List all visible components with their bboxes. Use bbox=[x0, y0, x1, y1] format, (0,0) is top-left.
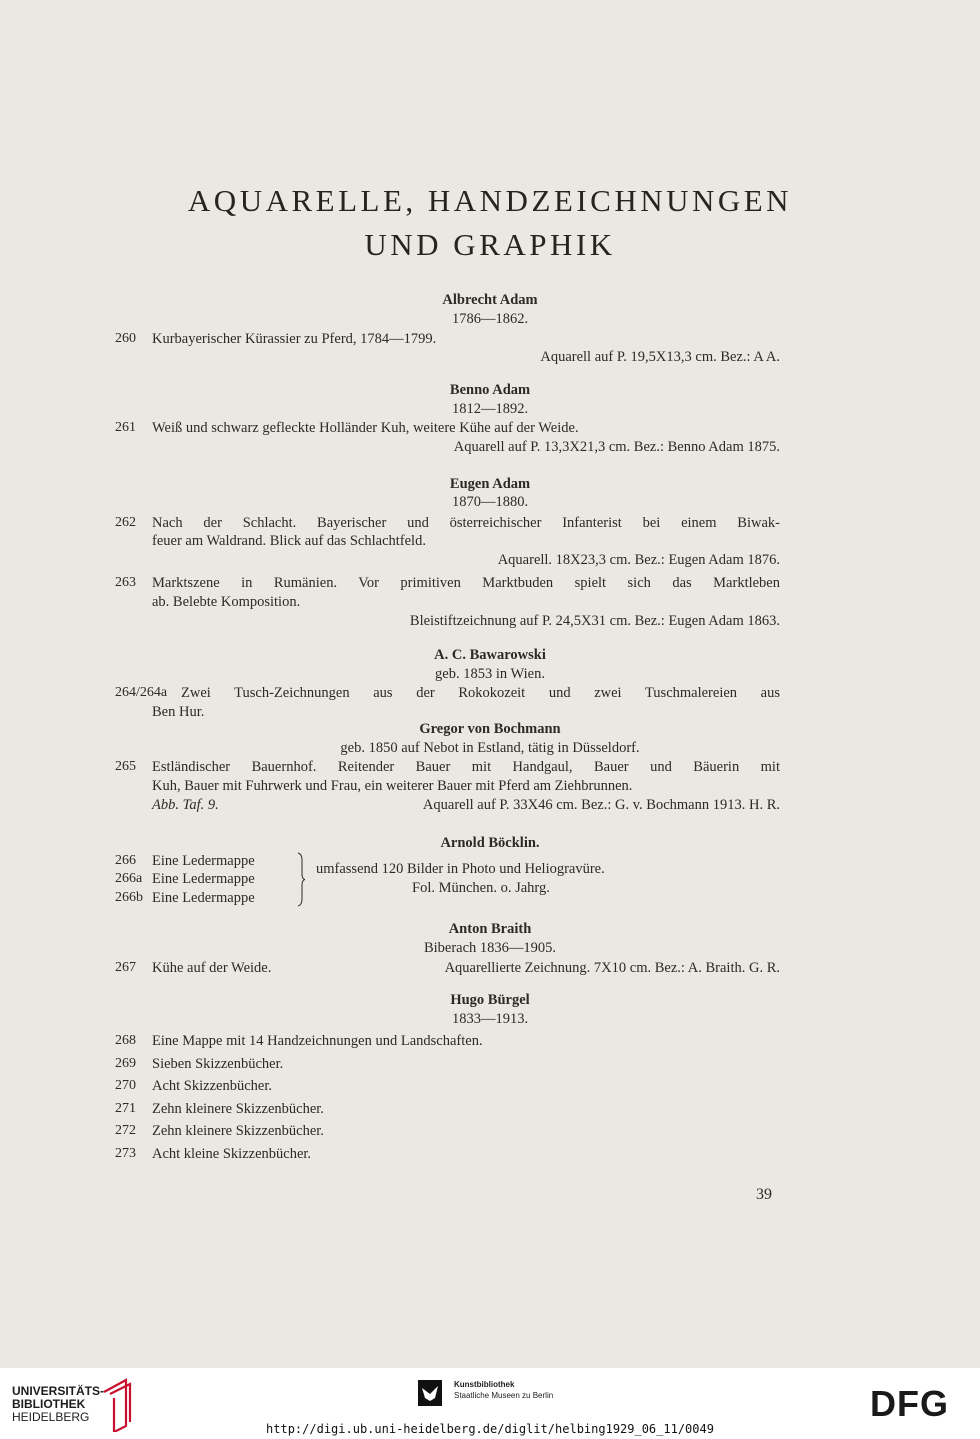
lot-number: 264/264a bbox=[115, 685, 168, 700]
lot-detail: Aquarell auf P. 19,5X13,3 cm. Bez.: A A. bbox=[540, 349, 780, 365]
artist-dates: geb. 1850 auf Nebot in Estland, tätig in Düsseldorf. bbox=[340, 740, 640, 756]
lot-detail: Aquarell auf P. 33X46 cm. Bez.: G. v. Bochmann 1913. H. R. bbox=[422, 797, 780, 813]
lot-number: 266 bbox=[115, 853, 136, 868]
artist-name: Anton Braith bbox=[448, 921, 532, 937]
lot-description: Acht kleine Skizzenbücher. bbox=[152, 1146, 312, 1162]
section-heading-line2: UND GRAPHIK bbox=[364, 227, 616, 262]
lot-description: Sieben Skizzenbücher. bbox=[152, 1056, 284, 1072]
group-description: umfassend 120 Bilder in Photo und Heliogravüre. bbox=[316, 861, 605, 877]
artist-name: Gregor von Bochmann bbox=[419, 721, 561, 737]
lot-description: Nach der Schlacht. Bayerischer und österreichischer Infanterist bei einem Biwak- bbox=[152, 515, 780, 531]
lot-detail: Bleistiftzeichnung auf P. 24,5X31 cm. Bez.: Eugen Adam 1863. bbox=[409, 613, 780, 629]
page-number: 39 bbox=[756, 1186, 772, 1203]
kunstbibliothek-subtitle: Staatliche Museen zu Berlin bbox=[454, 1391, 554, 1400]
lot-number: 265 bbox=[115, 759, 136, 774]
lot-number: 261 bbox=[115, 420, 136, 435]
lot-description: Acht Skizzenbücher. bbox=[152, 1078, 272, 1094]
artist-name: Albrecht Adam bbox=[442, 292, 538, 308]
artist-dates: 1870—1880. bbox=[451, 494, 529, 510]
lot-number: 263 bbox=[115, 575, 136, 590]
lot-description: Kurbayerischer Kürassier zu Pferd, 1784—1799. bbox=[152, 331, 437, 347]
lot-detail: Aquarellierte Zeichnung. 7X10 cm. Bez.: A. Braith. G. R. bbox=[444, 960, 780, 976]
lot-description-cont: Ben Hur. bbox=[152, 704, 205, 720]
lot-description: Zehn kleinere Skizzenbücher. bbox=[152, 1101, 324, 1117]
artist-dates: 1833—1913. bbox=[451, 1011, 529, 1027]
lot-number: 260 bbox=[115, 331, 136, 346]
lot-number: 262 bbox=[115, 515, 136, 530]
lot-number: 266a bbox=[115, 871, 143, 886]
artist-name: Benno Adam bbox=[449, 382, 531, 398]
artist-name: A. C. Bawarowski bbox=[434, 647, 546, 663]
lot-description-cont: ab. Belebte Komposition. bbox=[152, 594, 301, 610]
lot-description: Estländischer Bauernhof. Reitender Bauer mit Handgaul, Bauer und Bäuerin mit bbox=[152, 759, 780, 775]
artist-name: Hugo Bürgel bbox=[450, 992, 530, 1008]
lot-number: 269 bbox=[115, 1056, 136, 1071]
lot-number: 270 bbox=[115, 1078, 136, 1093]
library-name-line1: UNIVERSITÄTS- bbox=[12, 1384, 105, 1398]
lot-description: Zehn kleinere Skizzenbücher. bbox=[152, 1123, 324, 1139]
lot-description: Weiß und schwarz gefleckte Holländer Kuh, weitere Kühe auf der Weide. bbox=[152, 420, 579, 436]
artist-dates: 1786—1862. bbox=[451, 311, 529, 327]
lot-description: Eine Mappe mit 14 Handzeichnungen und Landschaften. bbox=[152, 1033, 483, 1049]
artist-dates: 1812—1892. bbox=[451, 401, 529, 417]
lot-number: 273 bbox=[115, 1146, 136, 1161]
artist-name: Arnold Böcklin. bbox=[440, 835, 540, 851]
lot-description: Eine Ledermappe bbox=[152, 871, 255, 887]
lot-number: 272 bbox=[115, 1123, 136, 1138]
artist-dates: Biberach 1836—1905. bbox=[423, 940, 557, 956]
dfg-logo: DFG bbox=[870, 1383, 949, 1424]
kunstbibliothek-eagle-icon bbox=[418, 1380, 442, 1406]
artist-name: Eugen Adam bbox=[449, 476, 531, 492]
permalink-url[interactable]: http://digi.ub.uni-heidelberg.de/diglit/helbing1929_06_11/0049 bbox=[266, 1422, 714, 1436]
lot-description: Eine Ledermappe bbox=[152, 853, 255, 869]
library-name-line2: BIBLIOTHEK bbox=[12, 1397, 86, 1411]
group-description-cont: Fol. München. o. Jahrg. bbox=[412, 880, 550, 896]
lot-description-cont: Kuh, Bauer mit Fuhrwerk und Frau, ein weiterer Bauer mit Pferd am Ziehbrunnen. bbox=[152, 778, 633, 794]
library-name-line3: HEIDELBERG bbox=[12, 1410, 90, 1424]
lot-detail: Aquarell auf P. 13,3X21,3 cm. Bez.: Benno Adam 1875. bbox=[453, 439, 780, 455]
lot-number: 266b bbox=[115, 890, 143, 905]
artist-dates: geb. 1853 in Wien. bbox=[435, 666, 545, 682]
lot-number: 268 bbox=[115, 1033, 136, 1048]
lot-description: Zwei Tusch-Zeichnungen aus der Rokokozeit und zwei Tuschmalereien aus bbox=[181, 685, 780, 701]
lot-description: Eine Ledermappe bbox=[152, 890, 255, 906]
plate-reference: Abb. Taf. 9. bbox=[152, 797, 219, 813]
lot-number: 271 bbox=[115, 1101, 136, 1116]
lot-description-cont: feuer am Waldrand. Blick auf das Schlachtfeld. bbox=[152, 533, 426, 549]
lot-number: 267 bbox=[115, 960, 136, 975]
lot-detail: Aquarell. 18X23,3 cm. Bez.: Eugen Adam 1876. bbox=[497, 552, 780, 568]
digitization-footer bbox=[0, 1368, 980, 1439]
kunstbibliothek-name: Kunstbibliothek bbox=[454, 1380, 515, 1389]
brace-icon bbox=[297, 852, 305, 907]
lot-description: Marktszene in Rumänien. Vor primitiven Marktbuden spielt sich das Marktleben bbox=[152, 575, 780, 591]
lot-description: Kühe auf der Weide. bbox=[152, 960, 272, 976]
section-heading-line1: AQUARELLE, HANDZEICHNUNGEN bbox=[187, 183, 793, 218]
